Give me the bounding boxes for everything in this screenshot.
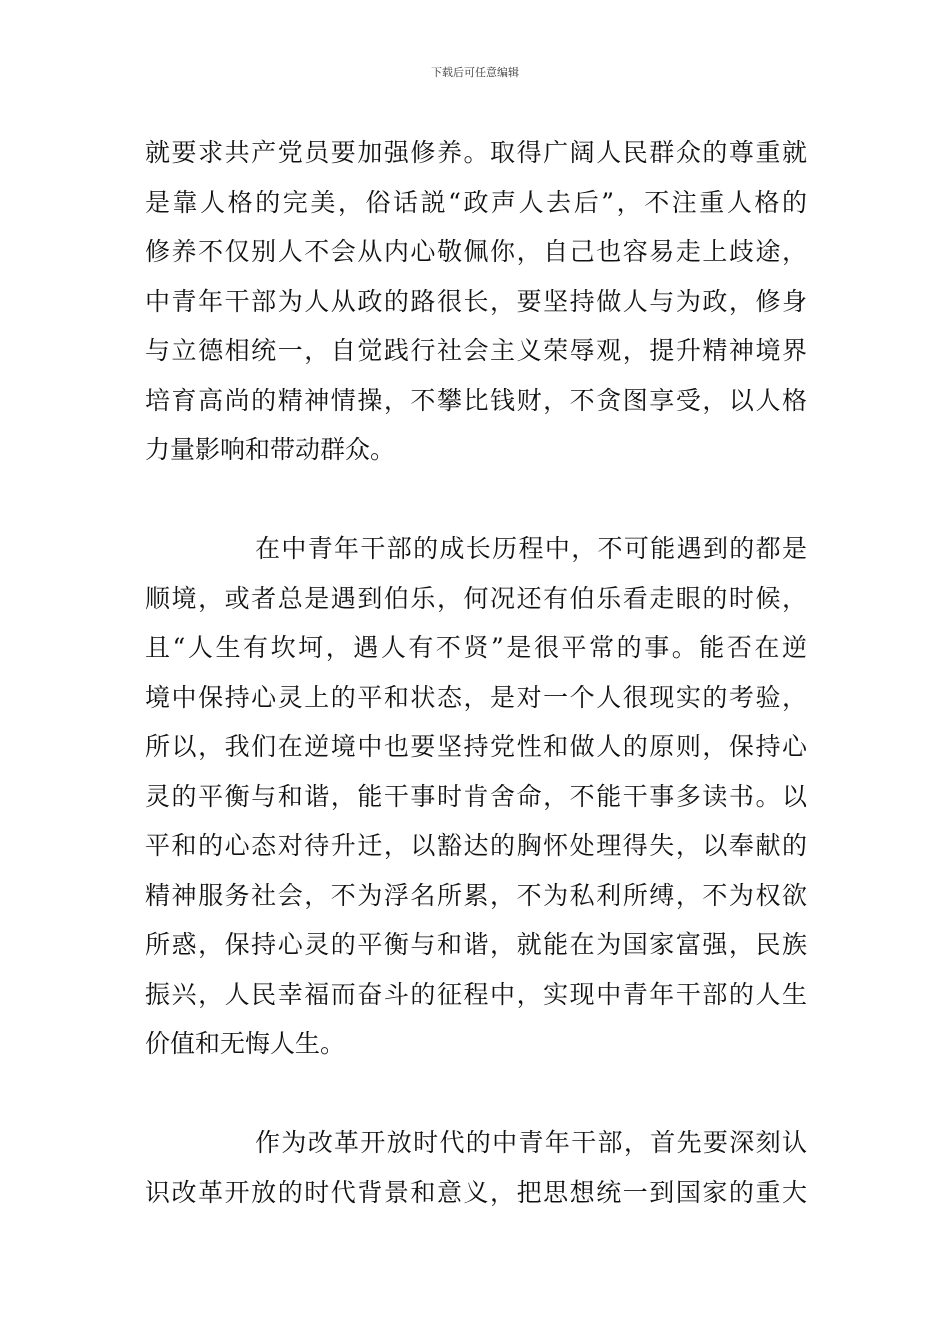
text-line: 平和的心态对待升迁，以豁达的胸怀处理得失，以奉献的 (145, 831, 807, 860)
text-line: 灵的平衡与和谐，能干事时肯舍命，不能干事多读书。以 (145, 781, 807, 811)
text-line: 就要求共产党员要加强修养。取得广阔人民群众的尊重就 (145, 138, 807, 167)
text-line-indented: 在中青年干部的成长历程中，不可能遇到的都是 (255, 534, 807, 563)
text-line: 且“人生有坎坷，遇人有不贤”是很平常的事。能否在逆 (145, 633, 807, 662)
text-line-last: 力量影响和带动群众。 (145, 435, 396, 464)
text-line: 修养不仅别人不会从内心敬佩你，自己也容易走上歧途， (145, 237, 807, 266)
text-line: 中青年干部为人从政的路很长，要坚持做人与为政，修身 (145, 286, 807, 316)
text-line: 所以，我们在逆境中也要坚持党性和做人的原则，保持心 (145, 732, 807, 761)
text-line: 与立德相统一，自觉践行社会主义荣辱观，提升精神境界 (145, 336, 807, 365)
text-line: 境中保持心灵上的平和状态，是对一个人很现实的考验， (145, 682, 807, 712)
paragraph-3 (145, 1118, 807, 1217)
paragraph-1 (145, 128, 807, 475)
text-line-indented: 作为改革开放时代的中青年干部，首先要深刻认 (255, 1128, 807, 1157)
text-line: 精神服务社会，不为浮名所累，不为私利所缚，不为权欲 (145, 880, 807, 910)
text-line: 识改革开放的时代背景和意义，把思想统一到国家的重大 (145, 1177, 807, 1207)
paragraph-2 (145, 524, 807, 1069)
text-line-last: 价值和无悔人生。 (145, 1029, 346, 1058)
text-line: 顺境，或者总是遇到伯乐，何况还有伯乐看走眼的时候， (145, 583, 807, 613)
text-line: 所惑，保持心灵的平衡与和谐，就能在为国家富强，民族 (145, 930, 807, 959)
text-line: 培育高尚的精神情操，不攀比钱财，不贪图享受，以人格 (145, 385, 807, 415)
text-line: 振兴，人民幸福而奋斗的征程中，实现中青年干部的人生 (145, 979, 807, 1009)
text-line: 是靠人格的完美，俗话説“政声人去后”，不注重人格的 (145, 187, 807, 217)
document-body (145, 128, 807, 1217)
page-header-note: 下载后可任意编辑 (431, 66, 519, 79)
paragraph-spacer (145, 475, 807, 525)
paragraph-spacer (145, 1069, 807, 1119)
